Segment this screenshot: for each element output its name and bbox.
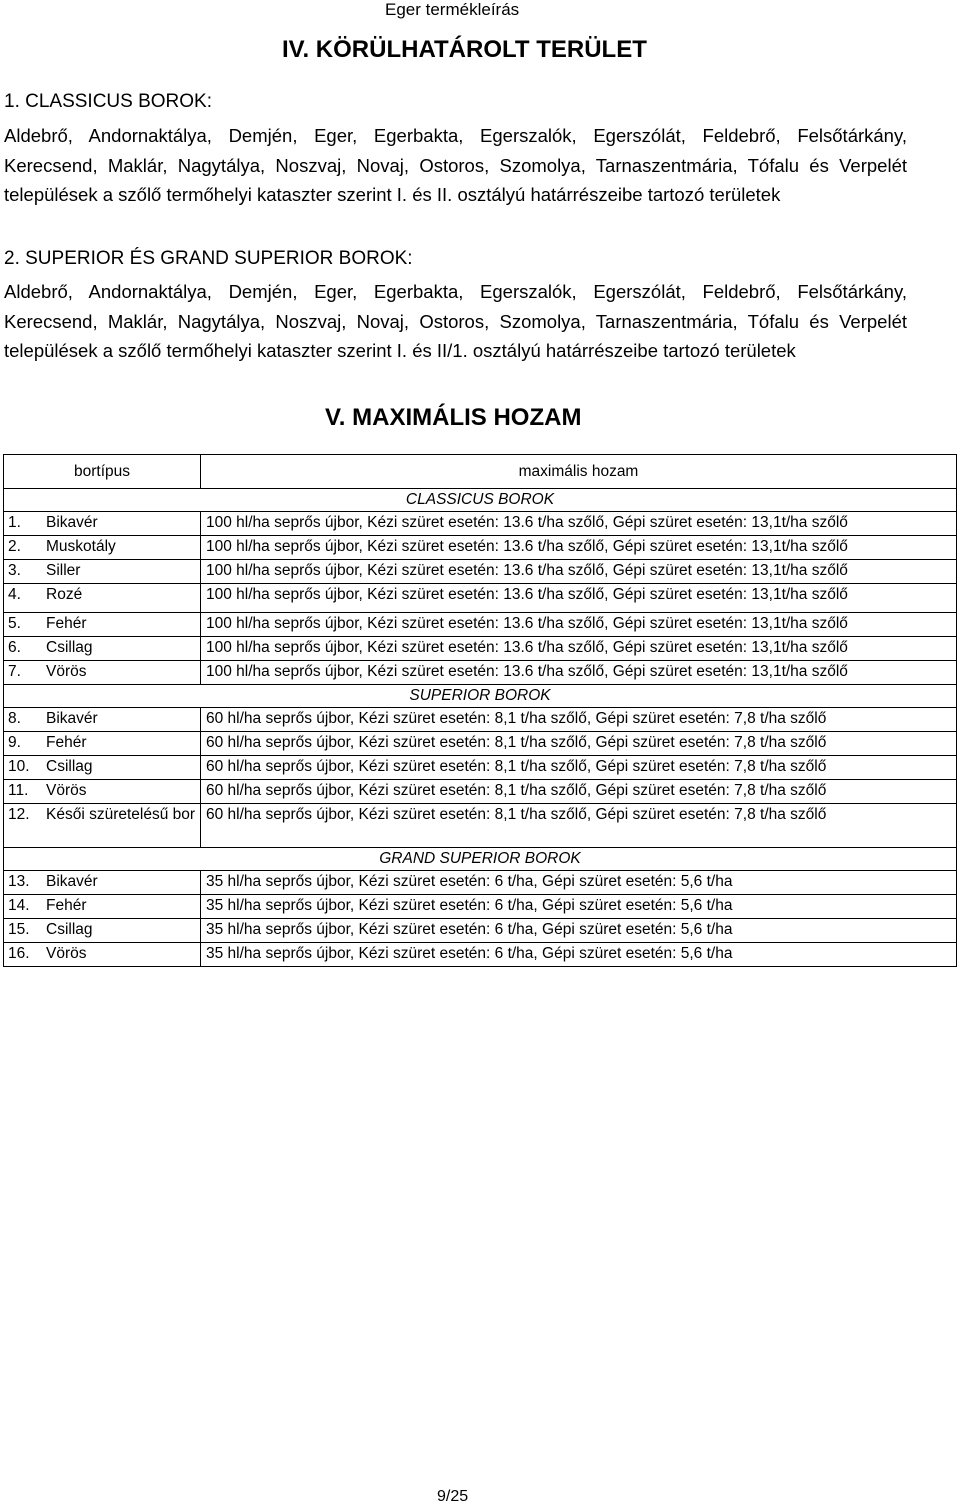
yield-value: 100 hl/ha seprős újbor, Kézi szüret esetén: 13.6 t/ha szőlő, Gépi szüret esetén: 13,1t/ha szőlő: [201, 512, 957, 536]
section-title-area: IV. KÖRÜLHATÁROLT TERÜLET: [282, 36, 647, 63]
table-row: [4, 919, 957, 943]
wine-type: Siller: [42, 560, 201, 584]
row-number: 2.: [4, 536, 43, 560]
table-row: [4, 512, 957, 536]
classicus-heading: 1. CLASSICUS BOROK:: [4, 91, 213, 112]
row-number: 13.: [4, 871, 43, 895]
table-row: [4, 560, 957, 584]
table-row: [4, 732, 957, 756]
yield-value: 60 hl/ha seprős újbor, Kézi szüret esetén: 8,1 t/ha szőlő, Gépi szüret esetén: 7,8 t/ha szőlő: [201, 708, 957, 732]
row-number: 11.: [4, 780, 43, 804]
row-number: 8.: [4, 708, 43, 732]
table-header-row: [4, 455, 957, 489]
wine-type: Bikavér: [42, 871, 201, 895]
wine-type: Vörös: [42, 780, 201, 804]
yield-value: 100 hl/ha seprős újbor, Kézi szüret esetén: 13.6 t/ha szőlő, Gépi szüret esetén: 13,1t/ha szőlő: [201, 560, 957, 584]
yield-value: 35 hl/ha seprős újbor, Kézi szüret esetén: 6 t/ha, Gépi szüret esetén: 5,6 t/ha: [201, 895, 957, 919]
yield-value: 100 hl/ha seprős újbor, Kézi szüret esetén: 13.6 t/ha szőlő, Gépi szüret esetén: 13,1t/ha szőlő: [201, 536, 957, 560]
table-row: [4, 637, 957, 661]
table-row: [4, 613, 957, 637]
group-title: GRAND SUPERIOR BOROK: [4, 848, 957, 871]
superior-area-text: Aldebrő, Andornaktálya, Demjén, Eger, Egerbakta, Egerszalók, Egerszólát, Feldebrő, Felsőtárkány, Kerecsend, Maklár, Nagytálya, Noszvaj, Novaj, Ostoros, Szomolya, Tarnaszentmária, Tófalu és Verpelét települések a szőlő termőhelyi kataszter szerint I. és II/1. osztályú határrészeibe tartozó területek: [4, 281, 907, 361]
wine-type: Csillag: [42, 756, 201, 780]
row-number: 6.: [4, 637, 43, 661]
classicus-area-text: Aldebrő, Andornaktálya, Demjén, Eger, Egerbakta, Egerszalók, Egerszólát, Feldebrő, Felsőtárkány, Kerecsend, Maklár, Nagytálya, Noszvaj, Novaj, Ostoros, Szomolya, Tarnaszentmária, Tófalu és Verpelét települések a szőlő termőhelyi kataszter szerint I. és II. osztályú határrészeibe tartozó területek: [4, 125, 907, 205]
wine-type: Muskotály: [42, 536, 201, 560]
row-number: 1.: [4, 512, 43, 536]
superior-heading: 2. SUPERIOR ÉS GRAND SUPERIOR BOROK:: [4, 248, 413, 269]
table-row: [4, 756, 957, 780]
wine-type: Vörös: [42, 943, 201, 967]
yield-value: 100 hl/ha seprős újbor, Kézi szüret esetén: 13.6 t/ha szőlő, Gépi szüret esetén: 13,1t/ha szőlő: [201, 613, 957, 637]
wine-type: Fehér: [42, 732, 201, 756]
section-title-yield: V. MAXIMÁLIS HOZAM: [325, 404, 582, 431]
wine-type: Bikavér: [42, 512, 201, 536]
group-title: SUPERIOR BOROK: [4, 685, 957, 708]
yield-value: 60 hl/ha seprős újbor, Kézi szüret esetén: 8,1 t/ha szőlő, Gépi szüret esetén: 7,8 t/ha szőlő: [201, 756, 957, 780]
row-number: 5.: [4, 613, 43, 637]
row-number: 12.: [4, 804, 43, 848]
wine-type: Csillag: [42, 919, 201, 943]
table-row: [4, 943, 957, 967]
yield-value: 100 hl/ha seprős újbor, Kézi szüret esetén: 13.6 t/ha szőlő, Gépi szüret esetén: 13,1t/ha szőlő: [201, 584, 957, 613]
yield-value: 100 hl/ha seprős újbor, Kézi szüret esetén: 13.6 t/ha szőlő, Gépi szüret esetén: 13,1t/ha szőlő: [201, 637, 957, 661]
table-row: [4, 708, 957, 732]
row-number: 16.: [4, 943, 43, 967]
table-row: [4, 780, 957, 804]
row-number: 9.: [4, 732, 43, 756]
wine-type: Fehér: [42, 613, 201, 637]
wine-type: Rozé: [42, 584, 201, 613]
wine-type: Vörös: [42, 661, 201, 685]
row-number: 3.: [4, 560, 43, 584]
row-number: 4.: [4, 584, 43, 613]
group-row: [4, 685, 957, 708]
document-header: Eger termékleírás: [385, 0, 520, 19]
wine-type: Fehér: [42, 895, 201, 919]
table-row: [4, 584, 957, 613]
table-row: [4, 895, 957, 919]
group-title: CLASSICUS BOROK: [4, 489, 957, 512]
yield-value: 35 hl/ha seprős újbor, Kézi szüret esetén: 6 t/ha, Gépi szüret esetén: 5,6 t/ha: [201, 919, 957, 943]
max-yield-table: [3, 454, 957, 967]
table-row: [4, 536, 957, 560]
yield-value: 35 hl/ha seprős újbor, Kézi szüret esetén: 6 t/ha, Gépi szüret esetén: 5,6 t/ha: [201, 871, 957, 895]
wine-type: Csillag: [42, 637, 201, 661]
table-row: [4, 661, 957, 685]
page-number: 9/25: [437, 1488, 469, 1505]
yield-value: 100 hl/ha seprős újbor, Kézi szüret esetén: 13.6 t/ha szőlő, Gépi szüret esetén: 13,1t/ha szőlő: [201, 661, 957, 685]
header-wine-type: bortípus: [4, 455, 201, 489]
yield-value: 60 hl/ha seprős újbor, Kézi szüret esetén: 8,1 t/ha szőlő, Gépi szüret esetén: 7,8 t/ha szőlő: [201, 732, 957, 756]
yield-value: 35 hl/ha seprős újbor, Kézi szüret esetén: 6 t/ha, Gépi szüret esetén: 5,6 t/ha: [201, 943, 957, 967]
yield-value: 60 hl/ha seprős újbor, Kézi szüret esetén: 8,1 t/ha szőlő, Gépi szüret esetén: 7,8 t/ha szőlő: [201, 780, 957, 804]
yield-value: 60 hl/ha seprős újbor, Kézi szüret esetén: 8,1 t/ha szőlő, Gépi szüret esetén: 7,8 t/ha szőlő: [201, 804, 957, 848]
table-row: [4, 871, 957, 895]
group-row: [4, 489, 957, 512]
wine-type: Késői szüretelésű bor: [42, 804, 201, 848]
row-number: 14.: [4, 895, 43, 919]
row-number: 7.: [4, 661, 43, 685]
header-max-yield: maximális hozam: [201, 455, 957, 489]
table-row: [4, 804, 957, 848]
row-number: 15.: [4, 919, 43, 943]
wine-type: Bikavér: [42, 708, 201, 732]
row-number: 10.: [4, 756, 43, 780]
group-row: [4, 848, 957, 871]
